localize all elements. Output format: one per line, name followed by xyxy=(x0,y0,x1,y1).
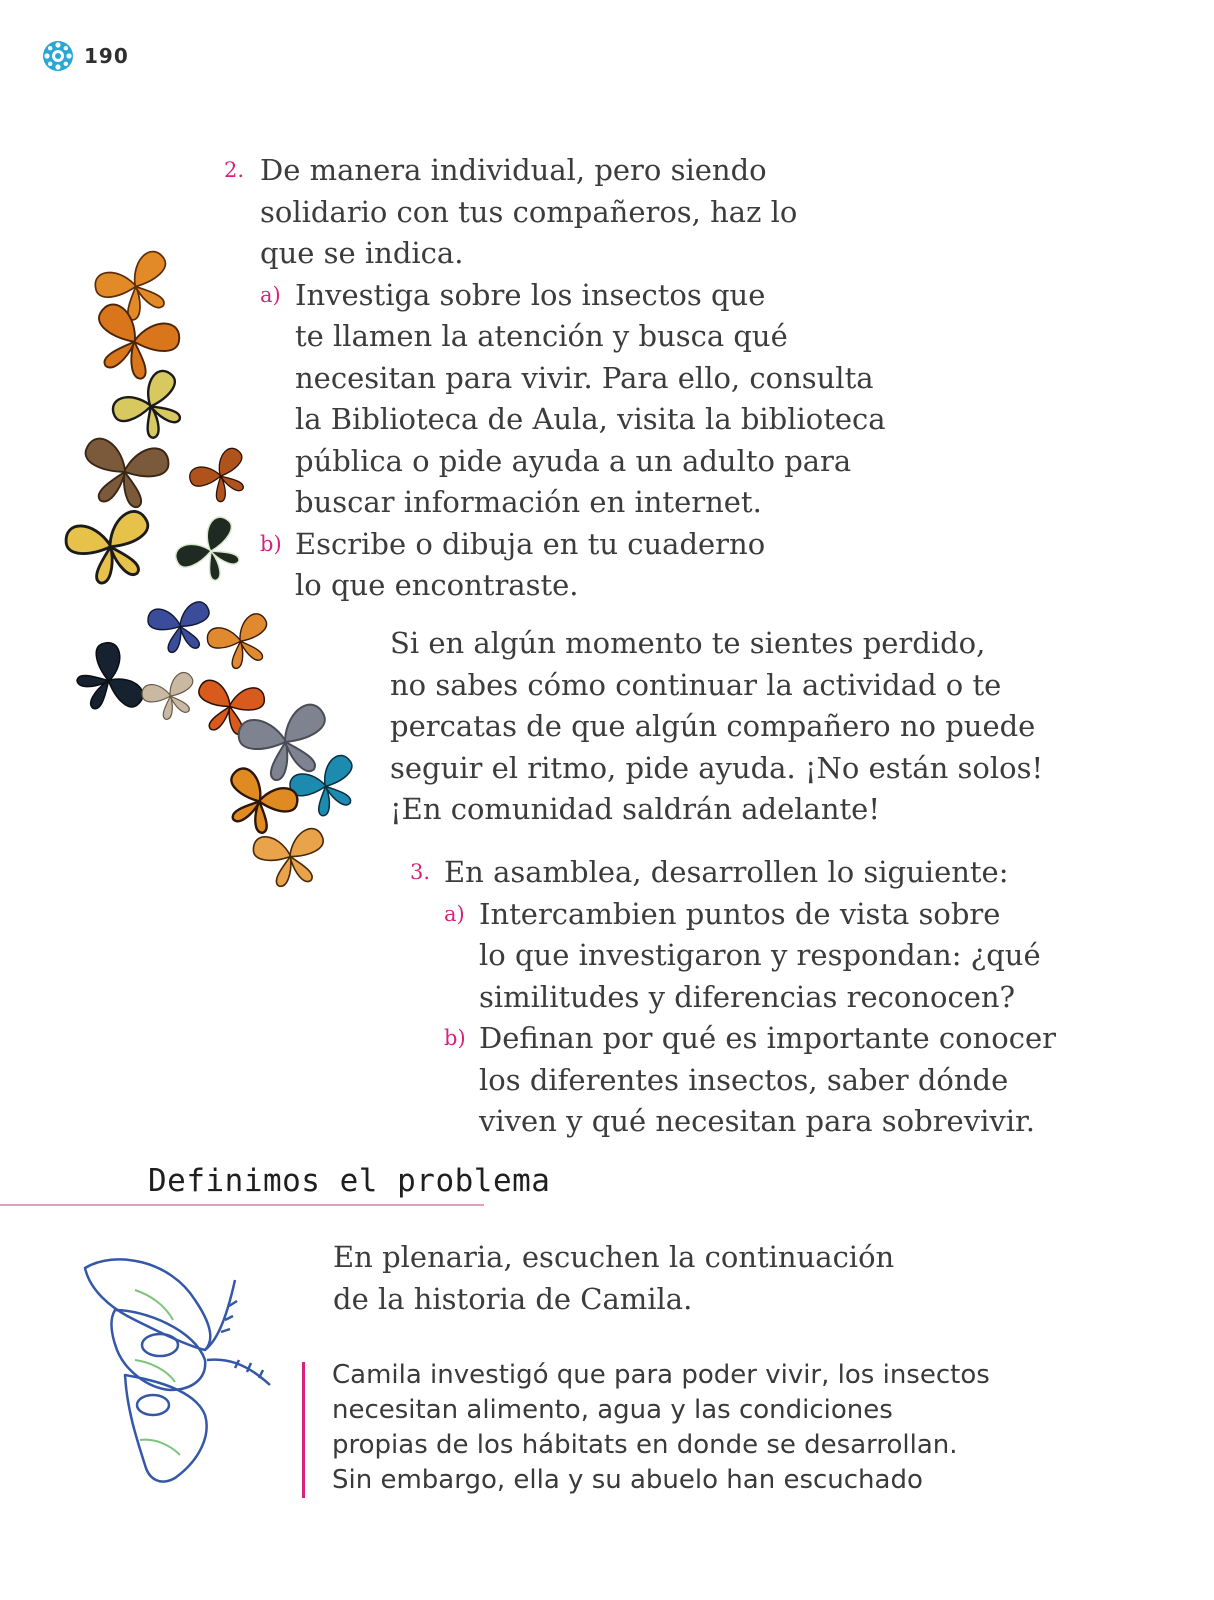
plenary-line: de la historia de Camila. xyxy=(333,1281,693,1316)
section-title: Definimos el problema xyxy=(148,1163,551,1199)
story-line: Camila investigó que para poder vivir, los insectos xyxy=(332,1360,990,1390)
page-header xyxy=(40,38,129,74)
plenary-line: En plenaria, escuchen la continuación xyxy=(333,1240,895,1274)
butterfly-4 xyxy=(78,436,171,511)
item-marker: a) xyxy=(260,282,281,307)
activity-2 xyxy=(224,150,886,607)
butterfly-8 xyxy=(146,600,215,655)
story-line: Sin embargo, ella y su abuelo han escuchado xyxy=(332,1465,923,1495)
item-line: pública o pide ayuda a un adulto para xyxy=(295,443,852,478)
activity-2-intro-line: que se indica. xyxy=(260,236,464,270)
item-line: necesitan para vivir. Para ello, consulta xyxy=(295,360,874,395)
plenary-instruction xyxy=(333,1237,894,1320)
help-note-line: ¡En comunidad saldrán adelante! xyxy=(390,792,880,826)
story-line: propias de los hábitats en donde se desarrollan. xyxy=(332,1430,958,1460)
activity-2-intro-line: solidario con tus compañeros, haz lo xyxy=(260,194,798,229)
activity-3-intro xyxy=(410,852,1056,894)
item-line: similitudes y diferencias reconocen? xyxy=(479,979,1016,1014)
item-line: Escribe o dibuja en tu cuaderno xyxy=(295,526,766,561)
help-note xyxy=(390,623,1043,831)
story-line: necesitan alimento, agua y las condiciones xyxy=(332,1395,893,1425)
butterfly-3 xyxy=(108,366,195,449)
item-line: buscar información en internet. xyxy=(295,485,762,519)
help-note-line: Si en algún momento te sientes perdido, xyxy=(390,626,986,660)
butterfly-15 xyxy=(216,765,302,842)
moth-line-drawing xyxy=(75,1250,275,1490)
item-line: los diferentes insectos, saber dónde xyxy=(479,1062,1009,1097)
butterfly-10 xyxy=(67,638,147,725)
item-line: lo que investigaron y respondan: ¿qué xyxy=(479,938,1041,972)
activity-2-intro-line: De manera individual, pero siendo xyxy=(260,153,767,187)
item-line: lo que encontraste. xyxy=(295,568,579,602)
item-marker: a) xyxy=(444,901,465,926)
item-line: te llamen la atención y busca qué xyxy=(295,319,788,353)
activity-2-item-b xyxy=(260,524,886,607)
activity-3-intro-line: En asamblea, desarrollen lo siguiente: xyxy=(444,855,1009,889)
item-line: Definan por qué es importante conocer xyxy=(479,1021,1057,1055)
compass-flower-icon xyxy=(40,38,76,74)
help-note-line: percatas de que algún compañero no puede xyxy=(390,709,1036,743)
page-number: 190 xyxy=(84,44,129,68)
item-line: viven y qué necesitan para sobrevivir. xyxy=(479,1104,1035,1138)
item-line: Intercambien puntos de vista sobre xyxy=(479,896,1001,931)
item-line: Investiga sobre los insectos que xyxy=(295,277,766,312)
activity-3-number: 3. xyxy=(410,860,431,884)
item-marker: b) xyxy=(444,1026,466,1050)
activity-3-item-b xyxy=(444,1018,1056,1143)
butterfly-11 xyxy=(139,670,202,725)
activity-3 xyxy=(410,852,1056,1143)
section-divider xyxy=(0,1204,484,1206)
activity-2-number: 2. xyxy=(224,158,245,182)
story-excerpt xyxy=(332,1358,990,1498)
butterfly-16 xyxy=(251,827,330,890)
story-accent-bar xyxy=(302,1362,305,1498)
item-marker: b) xyxy=(260,531,282,556)
item-line: la Biblioteca de Aula, visita la biblioteca xyxy=(295,402,886,436)
help-note-line: seguir el ritmo, pide ayuda. ¡No están solos! xyxy=(390,750,1044,785)
help-note-line: no sabes cómo continuar la actividad o te xyxy=(390,667,1002,702)
activity-2-item-a xyxy=(260,275,886,524)
butterfly-9 xyxy=(204,611,278,675)
butterfly-6 xyxy=(63,508,160,589)
activity-3-item-a xyxy=(444,894,1056,1019)
activity-2-intro xyxy=(224,150,886,275)
